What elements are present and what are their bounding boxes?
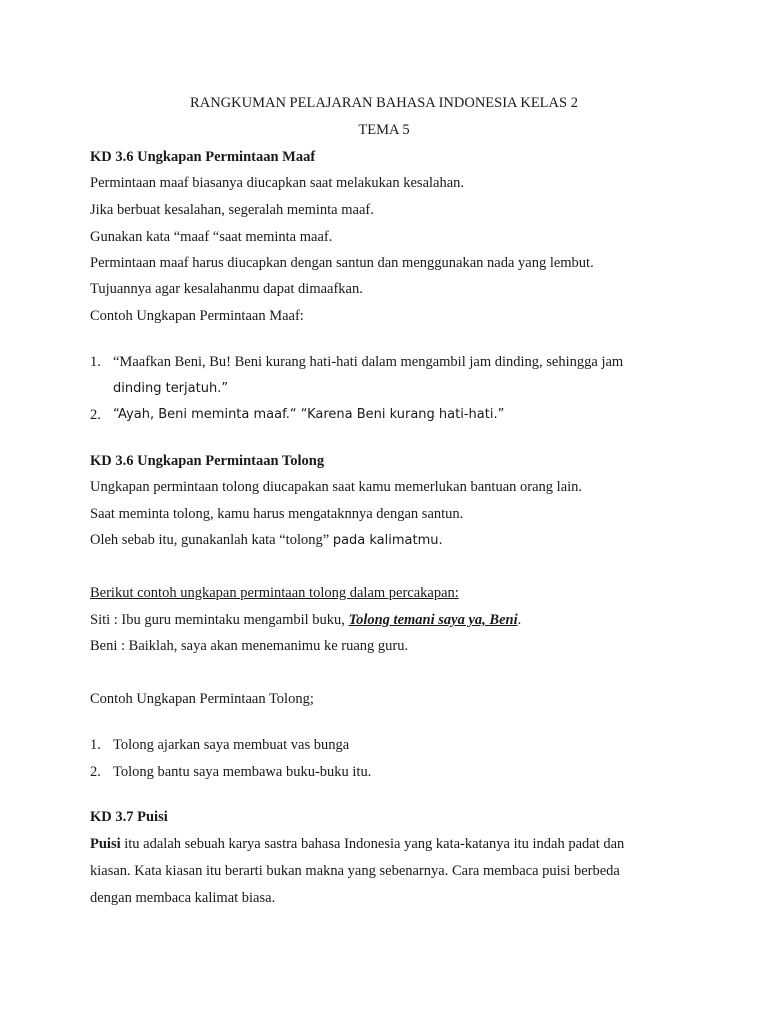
list-number: 1. <box>90 354 101 370</box>
paragraph: Jika berbuat kesalahan, segeralah meminta maaf. <box>90 202 374 218</box>
paragraph: kiasan. Kata kiasan itu berarti bukan makna yang sebenarnya. Cara membaca puisi berbeda <box>90 863 620 879</box>
dialog-period: . <box>517 612 522 628</box>
document-title: RANGKUMAN PELAJARAN BAHASA INDONESIA KELAS 2 <box>190 95 578 111</box>
list-item: “Ayah, Beni meminta maaf.“ “Karena Beni kurang hati-hati.” <box>113 407 505 422</box>
list-item: Tolong ajarkan saya membuat vas bunga <box>113 737 350 753</box>
paragraph-part: Oleh sebab itu, gunakanlah kata “tolong” <box>90 532 330 548</box>
paragraph: Gunakan kata “maaf “saat meminta maaf. <box>90 229 333 245</box>
list-item: Tolong bantu saya membawa buku-buku itu. <box>113 764 372 780</box>
paragraph-part: itu adalah sebuah karya sastra bahasa Indonesia yang kata-katanya itu indah padat dan <box>120 836 625 852</box>
dialog-emphasis: Tolong temani saya ya, Beni <box>348 612 518 628</box>
paragraph: Tujuannya agar kesalahanmu dapat dimaafkan. <box>90 281 363 297</box>
dialog-line-siti <box>90 611 521 629</box>
paragraph: Ungkapan permintaan tolong diucapakan saat kamu memerlukan bantuan orang lain. <box>90 479 583 495</box>
paragraph: Saat meminta tolong, kamu harus mengataknnya dengan santun. <box>90 506 464 522</box>
section-heading-tolong: KD 3.6 Ungkapan Permintaan Tolong <box>90 453 325 469</box>
examples-label: Contoh Ungkapan Permintaan Tolong; <box>90 691 314 707</box>
list-number: 2. <box>90 407 101 423</box>
section-heading-maaf: KD 3.6 Ungkapan Permintaan Maaf <box>90 149 316 165</box>
paragraph: Permintaan maaf biasanya diucapkan saat melakukan kesalahan. <box>90 175 465 191</box>
section-heading-puisi: KD 3.7 Puisi <box>90 809 168 825</box>
paragraph <box>90 531 443 550</box>
dialog-text: Siti : Ibu guru memintaku mengambil buku, <box>90 612 345 628</box>
paragraph <box>90 835 624 853</box>
paragraph: dengan membaca kalimat biasa. <box>90 890 276 906</box>
dialog-line-beni: Beni : Baiklah, saya akan menemanimu ke ruang guru. <box>90 638 409 654</box>
term-puisi: Puisi <box>90 836 121 852</box>
list-number: 1. <box>90 737 101 753</box>
paragraph: Permintaan maaf harus diucapkan dengan santun dan menggunakan nada yang lembut. <box>90 255 594 271</box>
list-item-continuation: dinding terjatuh.” <box>113 381 229 396</box>
list-number: 2. <box>90 764 101 780</box>
list-item: “Maafkan Beni, Bu! Beni kurang hati-hati dalam mengambil jam dinding, sehingga jam <box>113 354 624 370</box>
dialog-intro: Berikut contoh ungkapan permintaan tolong dalam percakapan: <box>90 585 459 601</box>
paragraph: Contoh Ungkapan Permintaan Maaf: <box>90 308 304 324</box>
paragraph-part: pada kalimatmu. <box>332 533 443 548</box>
document-subtitle: TEMA 5 <box>358 122 410 138</box>
